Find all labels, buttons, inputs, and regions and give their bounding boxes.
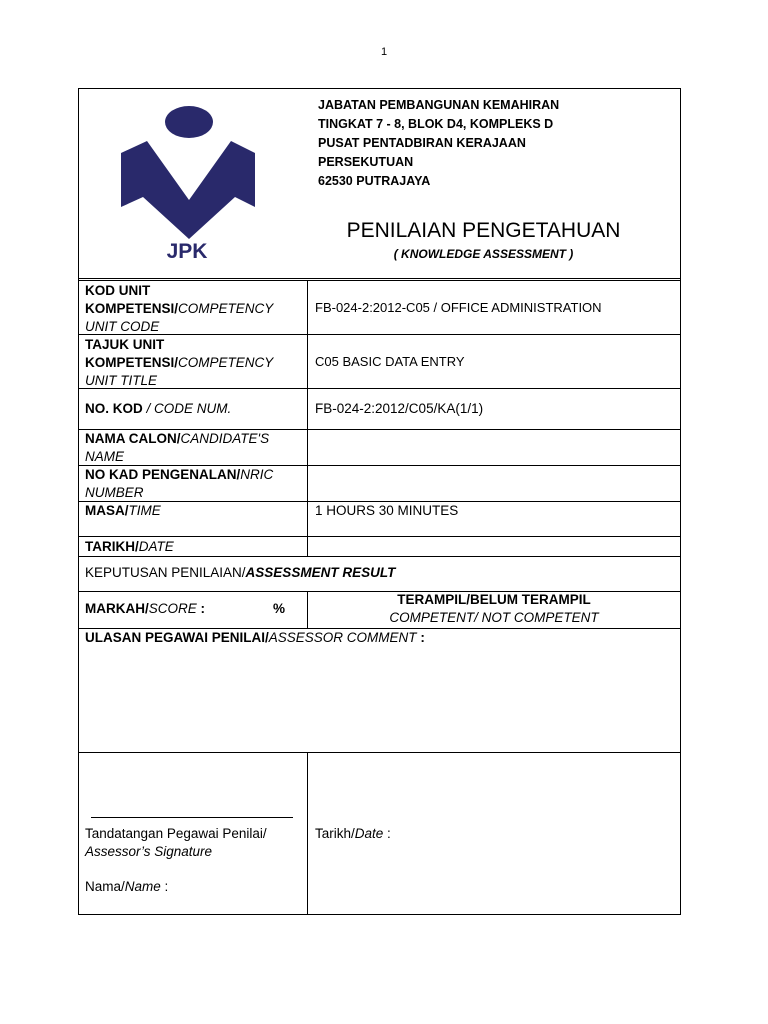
assessor-comment-label: ULASAN PEGAWAI PENILAI/ASSESSOR COMMENT : bbox=[85, 630, 425, 645]
code-num-value: FB-024-2:2012/C05/KA(1/1) bbox=[315, 401, 484, 416]
date-label: TARIKH/DATE bbox=[85, 539, 174, 554]
time-label: MASA/TIME bbox=[85, 503, 161, 518]
unit-code-value: FB-024-2:2012-C05 / OFFICE ADMINISTRATION bbox=[315, 300, 602, 315]
assessment-result-label: KEPUTUSAN PENILAIAN/ASSESSMENT RESULT bbox=[85, 565, 396, 580]
score-label: MARKAH/SCORE : bbox=[85, 601, 206, 616]
score-percent: % bbox=[273, 601, 286, 616]
signature-line[interactable] bbox=[91, 817, 293, 818]
logo-text: JPK bbox=[166, 240, 208, 261]
unit-title-value: C05 BASIC DATA ENTRY bbox=[315, 354, 465, 369]
code-num-label: NO. KOD / CODE NUM. bbox=[85, 401, 232, 416]
assessor-comment-area[interactable] bbox=[85, 649, 675, 749]
assessment-form bbox=[78, 88, 681, 915]
assessor-signature-label: Tandatangan Pegawai Penilai/ Assessor’s Signature bbox=[85, 826, 267, 859]
jpk-logo bbox=[119, 105, 257, 261]
assessor-name-label: Nama/Name : bbox=[85, 879, 169, 894]
unit-title-label: TAJUK UNIT KOMPETENSI/COMPETENCY UNIT TITLE bbox=[85, 337, 274, 388]
assessment-subtitle: ( KNOWLEDGE ASSESSMENT ) bbox=[393, 247, 574, 261]
unit-code-label: KOD UNIT KOMPETENSI/COMPETENCY UNIT CODE bbox=[85, 283, 274, 334]
agency-address: JABATAN PEMBANGUNAN KEMAHIRAN TINGKAT 7 - 8, BLOK D4, KOMPLEKS D PUSAT PENTADBIRAN KERAJAAN PERSEKUTUAN 62530 PUTRAJAYA bbox=[318, 98, 560, 188]
time-value: 1 HOURS 30 MINUTES bbox=[315, 503, 459, 518]
page-number: 1 bbox=[380, 46, 388, 58]
candidate-name-label: NAMA CALON/CANDIDATE'S NAME bbox=[85, 431, 270, 464]
nric-label: NO KAD PENGENALAN/NRIC NUMBER bbox=[85, 467, 274, 500]
signature-date-label: Tarikh/Date : bbox=[315, 826, 391, 841]
competency-status: TERAMPIL/BELUM TERAMPIL COMPETENT/ NOT COMPETENT bbox=[389, 592, 599, 625]
assessment-title: PENILAIAN PENGETAHUAN bbox=[346, 219, 621, 242]
